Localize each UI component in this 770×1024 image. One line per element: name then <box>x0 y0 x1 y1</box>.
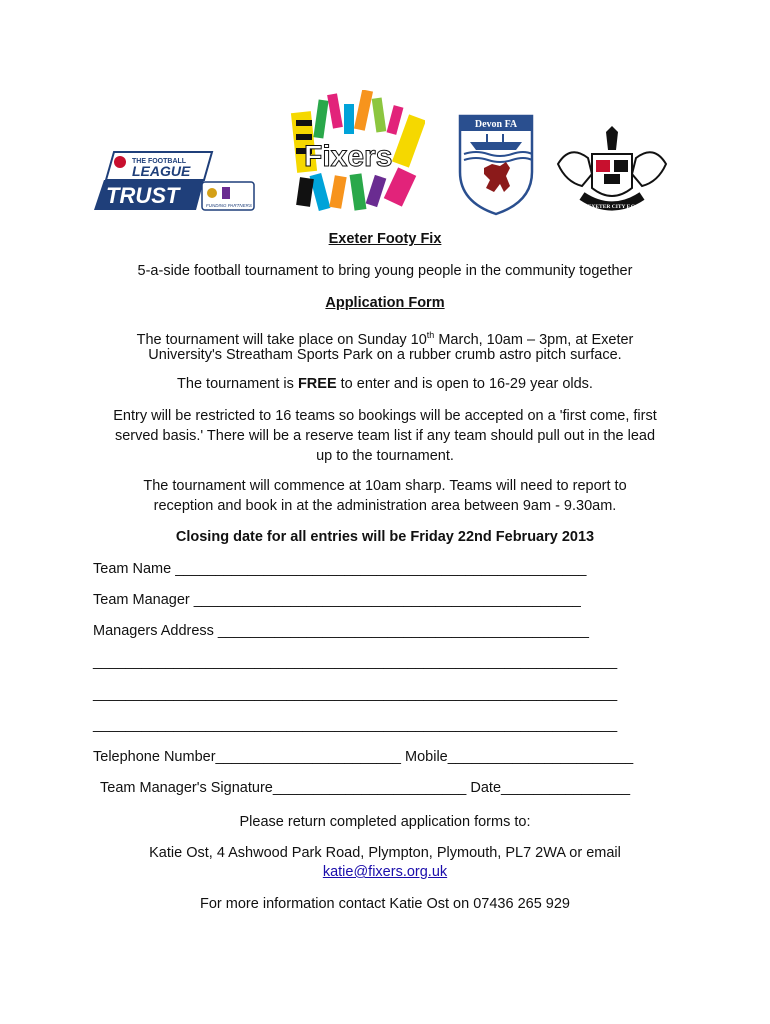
signature-date-field[interactable]: Team Manager's Signature________________________ Date________________ <box>100 780 631 796</box>
trust-text: TRUST <box>106 183 180 208</box>
league-text: LEAGUE <box>132 163 191 179</box>
para2-text-b: to enter and is open to 16-29 year olds. <box>336 376 593 392</box>
closing-date: Closing date for all entries will be Friday 22nd February 2013 <box>175 529 595 545</box>
fixers-text: Fixers <box>304 140 393 173</box>
managers-address-field[interactable]: Managers Address ______________________________________________ <box>93 623 589 639</box>
email-link[interactable]: katie@fixers.org.uk <box>322 864 448 880</box>
football-league-trust-logo <box>92 150 257 214</box>
exeter-city-crest-logo <box>552 124 672 220</box>
para2-text-a: The tournament is <box>177 376 298 392</box>
return-address: Katie Ost, 4 Ashwood Park Road, Plympton, Plymouth, PL7 2WA or email <box>149 845 621 861</box>
entry-restriction-line-2: served basis.' There will be a reserve team list if any team should pull out in the lead <box>114 428 656 444</box>
email-line <box>0 862 770 883</box>
document-subtitle: 5-a-side football tournament to bring young people in the community together <box>137 263 633 279</box>
para1-superscript: th <box>426 330 435 340</box>
free-bold-text: FREE <box>297 376 337 392</box>
para1-text-a: The tournament will take place on Sunday 10 <box>136 331 427 348</box>
free-entry-line <box>0 374 770 395</box>
address-line-1-field[interactable]: _________________________________________________________________ <box>93 654 618 670</box>
return-instructions: Please return completed application forms to: <box>239 814 531 830</box>
funding-partners-text: FUNDING PARTNERS <box>206 203 252 208</box>
entry-restriction-line-3: up to the tournament. <box>316 448 454 464</box>
document-title: Exeter Footy Fix <box>328 231 442 247</box>
exeter-city-text: EXETER CITY F.C. <box>587 204 637 210</box>
team-name-field[interactable]: Team Name ___________________________________________________ <box>93 561 587 577</box>
address-line-2-field[interactable]: _________________________________________________________________ <box>93 686 618 702</box>
devon-fa-logo <box>456 112 536 216</box>
entry-restriction-line-1: Entry will be restricted to 16 teams so bookings will be accepted on a 'first come, first <box>113 408 657 424</box>
league-top-text: THE FOOTBALL <box>132 158 187 165</box>
form-heading: Application Form <box>325 295 445 311</box>
devon-fa-text: Devon FA <box>474 119 518 130</box>
commence-line-2: reception and book in at the administration area between 9am - 9.30am. <box>153 498 617 514</box>
logo-strip <box>0 90 770 220</box>
fixers-logo <box>290 90 425 215</box>
telephone-mobile-field[interactable]: Telephone Number_______________________ Mobile_______________________ <box>93 749 634 765</box>
address-line-3-field[interactable]: _________________________________________________________________ <box>93 717 618 733</box>
commence-line-1: The tournament will commence at 10am sharp. Teams will need to report to <box>143 478 627 494</box>
contact-line: For more information contact Katie Ost on 07436 265 929 <box>200 896 570 912</box>
tournament-date-line-2: University's Streatham Sports Park on a rubber crumb astro pitch surface. <box>148 347 622 363</box>
team-manager-field[interactable]: Team Manager ________________________________________________ <box>93 592 581 608</box>
para1-text-b: March, 10am – 3pm, at Exeter <box>434 331 634 348</box>
